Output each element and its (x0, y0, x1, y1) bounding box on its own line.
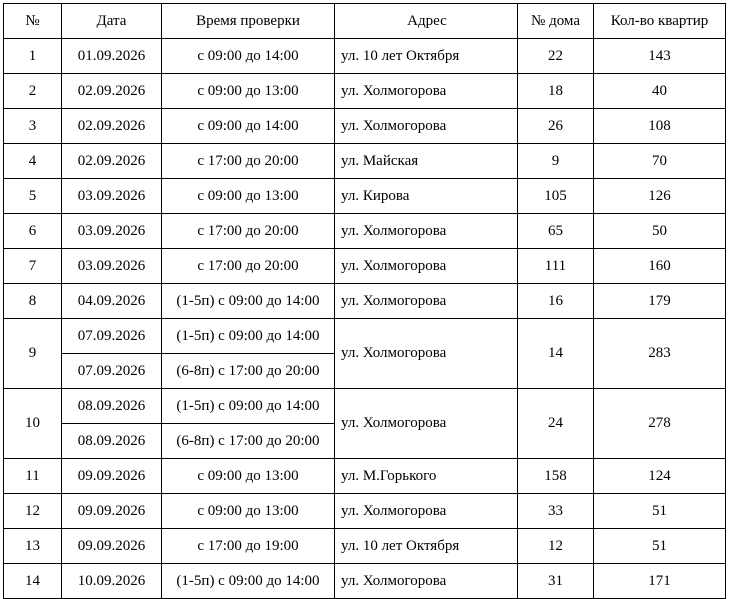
cell-date: 02.09.2026 (62, 144, 162, 179)
cell-date: 10.09.2026 (62, 564, 162, 599)
cell-time: (6-8п) с 17:00 до 20:00 (162, 424, 335, 459)
cell-time: с 09:00 до 13:00 (162, 494, 335, 529)
cell-time: (1-5п) с 09:00 до 14:00 (162, 284, 335, 319)
cell-house: 18 (518, 74, 594, 109)
cell-number: 2 (4, 74, 62, 109)
cell-address: ул. Холмогорова (335, 109, 518, 144)
cell-flats: 124 (594, 459, 726, 494)
table-row (4, 389, 726, 424)
cell-time: с 09:00 до 14:00 (162, 109, 335, 144)
table-row (4, 214, 726, 249)
cell-house: 24 (518, 389, 594, 459)
cell-house: 31 (518, 564, 594, 599)
cell-number: 10 (4, 389, 62, 459)
table-row (4, 564, 726, 599)
cell-address: ул. Кирова (335, 179, 518, 214)
table-row (4, 494, 726, 529)
cell-date: 09.09.2026 (62, 459, 162, 494)
cell-date: 08.09.2026 (62, 424, 162, 459)
cell-address: ул. Холмогорова (335, 249, 518, 284)
table-row (4, 319, 726, 354)
cell-flats: 179 (594, 284, 726, 319)
cell-date: 08.09.2026 (62, 389, 162, 424)
cell-house: 14 (518, 319, 594, 389)
cell-address: ул. Холмогорова (335, 319, 518, 389)
cell-number: 14 (4, 564, 62, 599)
cell-time: с 09:00 до 14:00 (162, 39, 335, 74)
cell-time: (1-5п) с 09:00 до 14:00 (162, 564, 335, 599)
cell-flats: 50 (594, 214, 726, 249)
cell-flats: 70 (594, 144, 726, 179)
cell-house: 12 (518, 529, 594, 564)
cell-number: 1 (4, 39, 62, 74)
cell-time: с 17:00 до 20:00 (162, 144, 335, 179)
header-flat-count: Кол-во квартир (594, 4, 726, 39)
header-time: Время проверки (162, 4, 335, 39)
cell-date: 02.09.2026 (62, 74, 162, 109)
cell-number: 13 (4, 529, 62, 564)
cell-address: ул. Холмогорова (335, 284, 518, 319)
cell-number: 6 (4, 214, 62, 249)
cell-flats: 160 (594, 249, 726, 284)
cell-date: 03.09.2026 (62, 214, 162, 249)
cell-number: 8 (4, 284, 62, 319)
header-address: Адрес (335, 4, 518, 39)
table-row (4, 249, 726, 284)
header-number: № (4, 4, 62, 39)
cell-date: 03.09.2026 (62, 249, 162, 284)
cell-address: ул. Холмогорова (335, 74, 518, 109)
cell-time: с 17:00 до 19:00 (162, 529, 335, 564)
table-row (4, 179, 726, 214)
cell-address: ул. Холмогорова (335, 494, 518, 529)
table-row (4, 284, 726, 319)
cell-date: 07.09.2026 (62, 354, 162, 389)
cell-time: с 09:00 до 13:00 (162, 459, 335, 494)
cell-flats: 51 (594, 529, 726, 564)
header-row (4, 4, 726, 39)
header-date: Дата (62, 4, 162, 39)
cell-time: с 09:00 до 13:00 (162, 74, 335, 109)
cell-address: ул. М.Горького (335, 459, 518, 494)
table-row (4, 109, 726, 144)
cell-house: 26 (518, 109, 594, 144)
cell-number: 12 (4, 494, 62, 529)
cell-house: 158 (518, 459, 594, 494)
cell-house: 111 (518, 249, 594, 284)
cell-house: 105 (518, 179, 594, 214)
cell-time: (1-5п) с 09:00 до 14:00 (162, 389, 335, 424)
cell-date: 09.09.2026 (62, 494, 162, 529)
cell-number: 4 (4, 144, 62, 179)
cell-address: ул. 10 лет Октября (335, 39, 518, 74)
table-row (4, 39, 726, 74)
cell-time: с 17:00 до 20:00 (162, 214, 335, 249)
cell-time: (6-8п) с 17:00 до 20:00 (162, 354, 335, 389)
cell-time: (1-5п) с 09:00 до 14:00 (162, 319, 335, 354)
cell-house: 16 (518, 284, 594, 319)
table-row (4, 144, 726, 179)
cell-house: 9 (518, 144, 594, 179)
cell-number: 3 (4, 109, 62, 144)
cell-flats: 51 (594, 494, 726, 529)
cell-number: 9 (4, 319, 62, 389)
cell-flats: 278 (594, 389, 726, 459)
cell-number: 11 (4, 459, 62, 494)
cell-address: ул. Холмогорова (335, 564, 518, 599)
cell-address: ул. Холмогорова (335, 389, 518, 459)
cell-date: 04.09.2026 (62, 284, 162, 319)
cell-flats: 126 (594, 179, 726, 214)
cell-flats: 283 (594, 319, 726, 389)
cell-date: 07.09.2026 (62, 319, 162, 354)
cell-flats: 40 (594, 74, 726, 109)
cell-flats: 143 (594, 39, 726, 74)
cell-time: с 17:00 до 20:00 (162, 249, 335, 284)
cell-date: 09.09.2026 (62, 529, 162, 564)
cell-date: 02.09.2026 (62, 109, 162, 144)
cell-house: 65 (518, 214, 594, 249)
cell-flats: 108 (594, 109, 726, 144)
table-row (4, 459, 726, 494)
cell-date: 01.09.2026 (62, 39, 162, 74)
cell-flats: 171 (594, 564, 726, 599)
table-row (4, 74, 726, 109)
header-house-number: № дома (518, 4, 594, 39)
cell-address: ул. Холмогорова (335, 214, 518, 249)
inspection-schedule-table (3, 3, 726, 599)
cell-house: 33 (518, 494, 594, 529)
cell-date: 03.09.2026 (62, 179, 162, 214)
cell-number: 5 (4, 179, 62, 214)
table-row (4, 529, 726, 564)
cell-house: 22 (518, 39, 594, 74)
cell-address: ул. Майская (335, 144, 518, 179)
cell-number: 7 (4, 249, 62, 284)
cell-time: с 09:00 до 13:00 (162, 179, 335, 214)
cell-address: ул. 10 лет Октября (335, 529, 518, 564)
